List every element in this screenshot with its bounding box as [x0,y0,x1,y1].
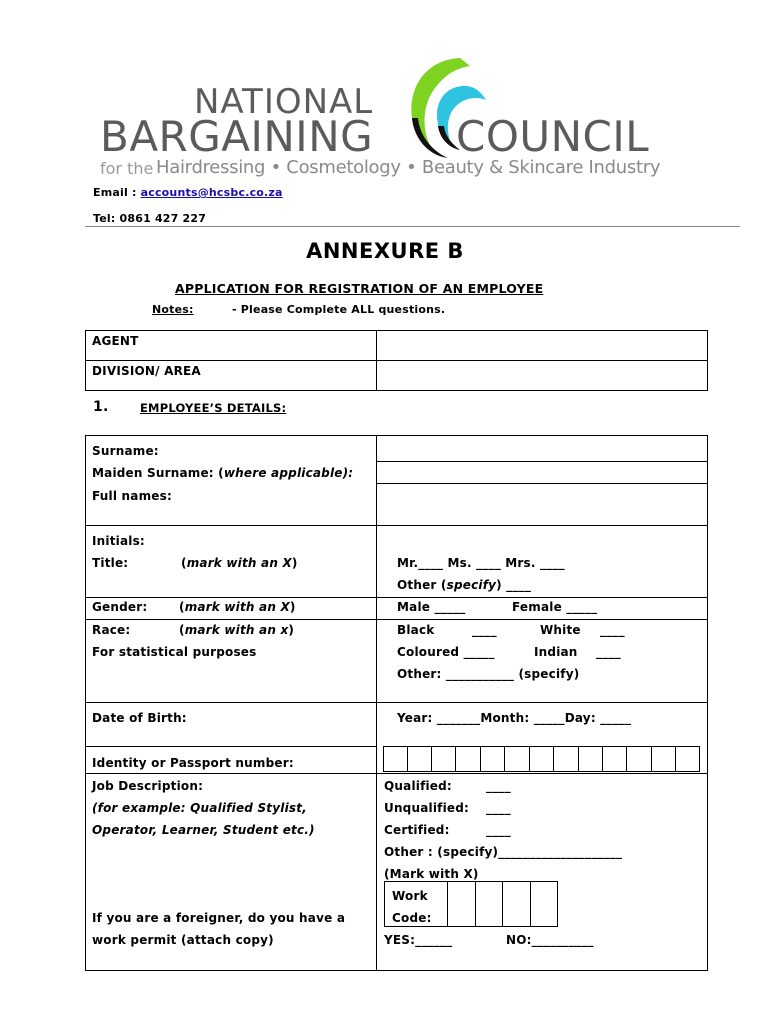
initials-label: Initials: [92,534,145,548]
surname-label: Surname: [92,444,159,458]
gender-label: Gender: [92,600,148,614]
unqualified-line[interactable]: ____ [486,801,511,815]
qualified-line[interactable]: ____ [486,779,511,793]
title-mark-hint: (mark with an X) [181,556,298,570]
qualified-option[interactable]: Qualified: [384,779,452,793]
race-indian-option[interactable]: Indian [534,645,578,659]
full-names-field[interactable] [378,485,706,524]
email-label: Email : [93,186,137,199]
maiden-surname-label: Maiden Surname: (where applicable): [92,466,354,480]
gender-male-option[interactable]: Male _____ [397,600,466,614]
email-row [93,186,283,199]
dob-field[interactable]: Year: _______Month: _____Day: _____ [397,711,632,725]
race-mark-hint: (mark with an x) [179,623,295,637]
certified-line[interactable]: ____ [486,823,511,837]
statistical-note: For statistical purposes [92,645,257,659]
certified-option[interactable]: Certified: [384,823,450,837]
work-code-label-code: Code: [392,911,432,925]
foreigner-question-1: If you are a foreigner, do you have a [92,911,346,925]
section-number: 1. [93,399,109,415]
gender-female-option[interactable]: Female _____ [512,600,598,614]
division-field[interactable] [378,362,706,389]
job-example-2: Operator, Learner, Student etc.) [92,823,315,837]
logo-bargaining: BARGAINING [100,112,374,161]
logo-tagline: Hairdressing • Cosmetology • Beauty & Skincare Industry [156,157,661,178]
agent-label: AGENT [92,334,139,348]
page-title: ANNEXURE B [306,239,464,263]
notes-text: - Please Complete ALL questions. [232,303,446,316]
page-subtitle: APPLICATION FOR REGISTRATION OF AN EMPLOYEE [175,281,544,296]
dob-label: Date of Birth: [92,711,187,725]
work-permit-no[interactable]: NO:__________ [506,933,594,947]
section-title: EMPLOYEE’S DETAILS: [140,401,287,415]
id-label: Identity or Passport number: [92,756,294,770]
race-indian-line[interactable]: ____ [596,645,621,659]
notes-label: Notes: [152,303,194,316]
job-example-1: (for example: Qualified Stylist, [92,801,307,815]
logo-council: COUNCIL [456,112,650,161]
maiden-surname-field[interactable] [378,463,706,482]
unqualified-option[interactable]: Unqualified: [384,801,470,815]
email-link[interactable]: accounts@hcsbc.co.za [140,186,283,199]
foreigner-question-2: work permit (attach copy) [92,933,274,947]
work-code-label-work: Work [392,889,428,903]
division-label: DIVISION/ AREA [92,364,201,378]
full-names-label: Full names: [92,489,172,503]
work-permit-yes[interactable]: YES:______ [384,933,453,947]
logo-tagline-for: for the [100,159,154,178]
mark-with-x-hint: (Mark with X) [384,867,479,881]
race-other-option[interactable]: Other: ___________ (specify) [397,667,580,681]
title-other[interactable]: Other (specify) ____ [397,578,532,592]
race-white-line[interactable]: ____ [600,623,625,637]
race-black-option[interactable]: Black [397,623,435,637]
race-black-line[interactable]: ____ [472,623,497,637]
title-label: Title: [92,556,129,570]
race-coloured-option[interactable]: Coloured _____ [397,645,495,659]
initials-field[interactable] [378,527,706,547]
race-label: Race: [92,623,131,637]
gender-mark-hint: (mark with an X) [179,600,296,614]
header-divider [85,226,740,227]
other-specify-field[interactable]: Other : (specify)____________________ [384,845,623,859]
agent-field[interactable] [378,332,706,359]
title-options[interactable]: Mr.____ Ms. ____ Mrs. ____ [397,556,565,570]
job-description-label: Job Description: [92,779,204,793]
logo-national: NATIONAL [194,82,374,122]
tel-text: Tel: 0861 427 227 [93,212,207,225]
surname-field[interactable] [378,437,706,460]
race-white-option[interactable]: White [540,623,581,637]
